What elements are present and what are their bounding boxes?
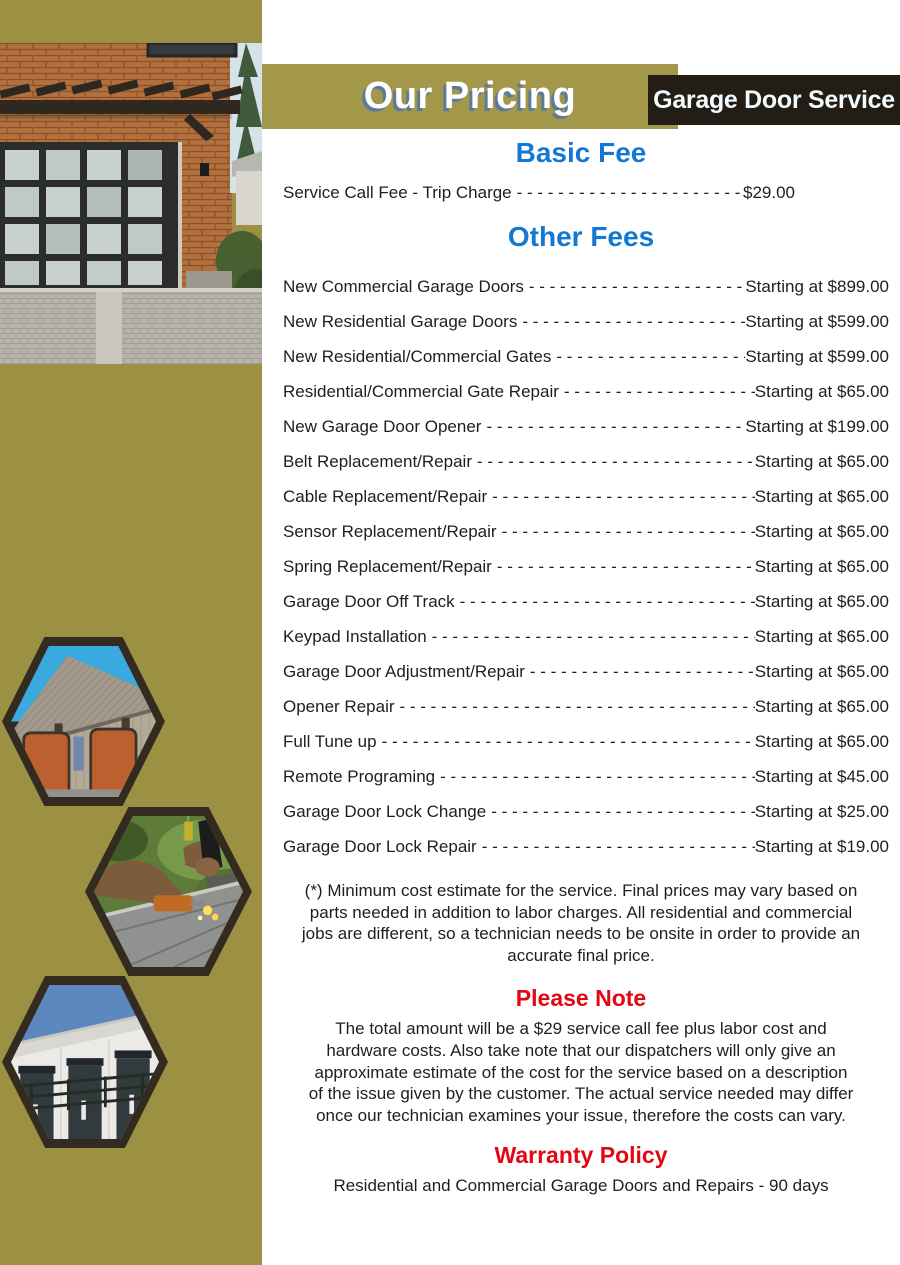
fee-row (283, 269, 889, 304)
content (262, 0, 900, 1265)
fee-dash-fill (551, 347, 745, 367)
fee-dash-fill (524, 277, 745, 297)
garage-door-photo-art (0, 43, 262, 364)
fee-label: Service Call Fee - Trip Charge (283, 182, 512, 202)
commercial-loading-dock-photo-inner (11, 985, 159, 1139)
fee-price: Starting at $25.00 (754, 801, 889, 821)
fee-dash-fill (492, 557, 755, 577)
fee-row (283, 409, 889, 444)
fee-label: Garage Door Adjustment/Repair (283, 661, 525, 681)
fee-label: Belt Replacement/Repair (283, 451, 472, 471)
commercial-loading-dock-photo (2, 976, 168, 1148)
fee-dash-fill (486, 802, 755, 822)
fee-row (283, 654, 889, 689)
fee-dash-fill (559, 382, 755, 402)
fee-label: Remote Programing (283, 766, 436, 786)
fee-row (283, 759, 889, 794)
fee-dash-fill (455, 592, 755, 612)
fee-label: Opener Repair (283, 696, 395, 716)
fee-price: Starting at $65.00 (754, 661, 889, 681)
fee-row (283, 175, 795, 210)
fee-row (283, 829, 889, 864)
fee-dash-fill (497, 522, 755, 542)
fee-dash-fill (472, 452, 755, 472)
residential-garage-art (11, 646, 156, 797)
fee-dash-fill (427, 627, 755, 647)
fee-price: Starting at $599.00 (745, 311, 889, 331)
fee-price: $29.00 (743, 182, 795, 202)
fee-dash-fill (525, 662, 755, 682)
service-badge-label: Garage Door Service (653, 85, 895, 114)
basic-fee-list (283, 175, 795, 210)
fee-price: Starting at $599.00 (745, 346, 889, 366)
fee-label: Keypad Installation (283, 626, 427, 646)
title-band (262, 64, 678, 129)
technician-repair-art (94, 816, 243, 967)
fee-row (283, 584, 889, 619)
fee-row (283, 514, 889, 549)
service-badge (648, 75, 900, 125)
fee-row (283, 304, 889, 339)
fee-price: Starting at $45.00 (754, 766, 889, 786)
fee-row (283, 339, 889, 374)
fee-price: Starting at $65.00 (754, 381, 889, 401)
fee-label: New Residential Garage Doors (283, 311, 518, 331)
fee-price: Starting at $199.00 (745, 416, 889, 436)
minimum-cost-disclaimer: (*) Minimum cost estimate for the service. Final prices may vary based on parts needed in addition to labor charges. All residential and commercial jobs are different, so a technician needs to be onsite in order to provide an accurate final price. (301, 881, 861, 965)
fee-dash-fill (477, 837, 755, 857)
fee-row (283, 689, 889, 724)
fee-price: Starting at $65.00 (754, 626, 889, 646)
fee-label: Garage Door Off Track (283, 591, 455, 611)
modern-glass-garage-door-photo (0, 43, 262, 364)
other-fees-heading: Other Fees (507, 221, 655, 252)
fee-row (283, 479, 889, 514)
residential-garage-doors-photo (2, 637, 165, 806)
residential-garage-doors-photo-inner (11, 646, 156, 797)
fee-dash-fill (517, 312, 745, 332)
basic-fee-heading: Basic Fee (515, 137, 647, 168)
fee-row (283, 444, 889, 479)
sidebar (0, 0, 262, 1265)
fee-price: Starting at $65.00 (754, 591, 889, 611)
technician-repair-photo (85, 807, 252, 976)
fee-price: Starting at $65.00 (754, 521, 889, 541)
fee-dash-fill (512, 183, 743, 203)
fee-label: Residential/Commercial Gate Repair (283, 381, 559, 401)
fee-dash-fill (481, 417, 745, 437)
fee-label: New Garage Door Opener (283, 416, 482, 436)
fee-row (283, 549, 889, 584)
fee-label: Full Tune up (283, 731, 377, 751)
fee-price: Starting at $899.00 (745, 276, 889, 296)
fee-price: Starting at $65.00 (754, 486, 889, 506)
fee-label: Cable Replacement/Repair (283, 486, 488, 506)
fee-price: Starting at $65.00 (754, 451, 889, 471)
commercial-doors-art (11, 985, 159, 1139)
fee-row (283, 794, 889, 829)
fee-label: New Commercial Garage Doors (283, 276, 524, 296)
fee-row (283, 619, 889, 654)
fee-dash-fill (487, 487, 755, 507)
fee-label: Garage Door Lock Change (283, 801, 487, 821)
please-note-heading: Please Note (515, 985, 647, 1011)
fee-price: Starting at $19.00 (754, 836, 889, 856)
fee-row (283, 374, 889, 409)
fee-label: Garage Door Lock Repair (283, 836, 477, 856)
warranty-policy-heading: Warranty Policy (494, 1141, 668, 1168)
warranty-policy-text: Residential and Commercial Garage Doors and Repairs - 90 days (333, 1175, 829, 1195)
technician-repair-photo-inner (94, 816, 243, 967)
page-title: Our Pricing (363, 75, 577, 117)
fee-label: Sensor Replacement/Repair (283, 521, 497, 541)
other-fees-list (283, 269, 889, 864)
fee-label: Spring Replacement/Repair (283, 556, 492, 576)
fee-dash-fill (377, 732, 755, 752)
fee-label: New Residential/Commercial Gates (283, 346, 552, 366)
fee-price: Starting at $65.00 (754, 731, 889, 751)
fee-row (283, 724, 889, 759)
fee-dash-fill (395, 697, 755, 717)
fee-dash-fill (435, 767, 755, 787)
header (262, 0, 900, 129)
please-note-text: The total amount will be a $29 service call fee plus labor cost and hardware costs. Also take note that our dispatchers will only give an approximate estimate of the cost for the service based on a description of the issue given by the customer. The actual service needed may differ once our technician examines your issue, therefore the costs can vary. (308, 1019, 854, 1126)
fee-price: Starting at $65.00 (754, 556, 889, 576)
fee-price: Starting at $65.00 (754, 696, 889, 716)
